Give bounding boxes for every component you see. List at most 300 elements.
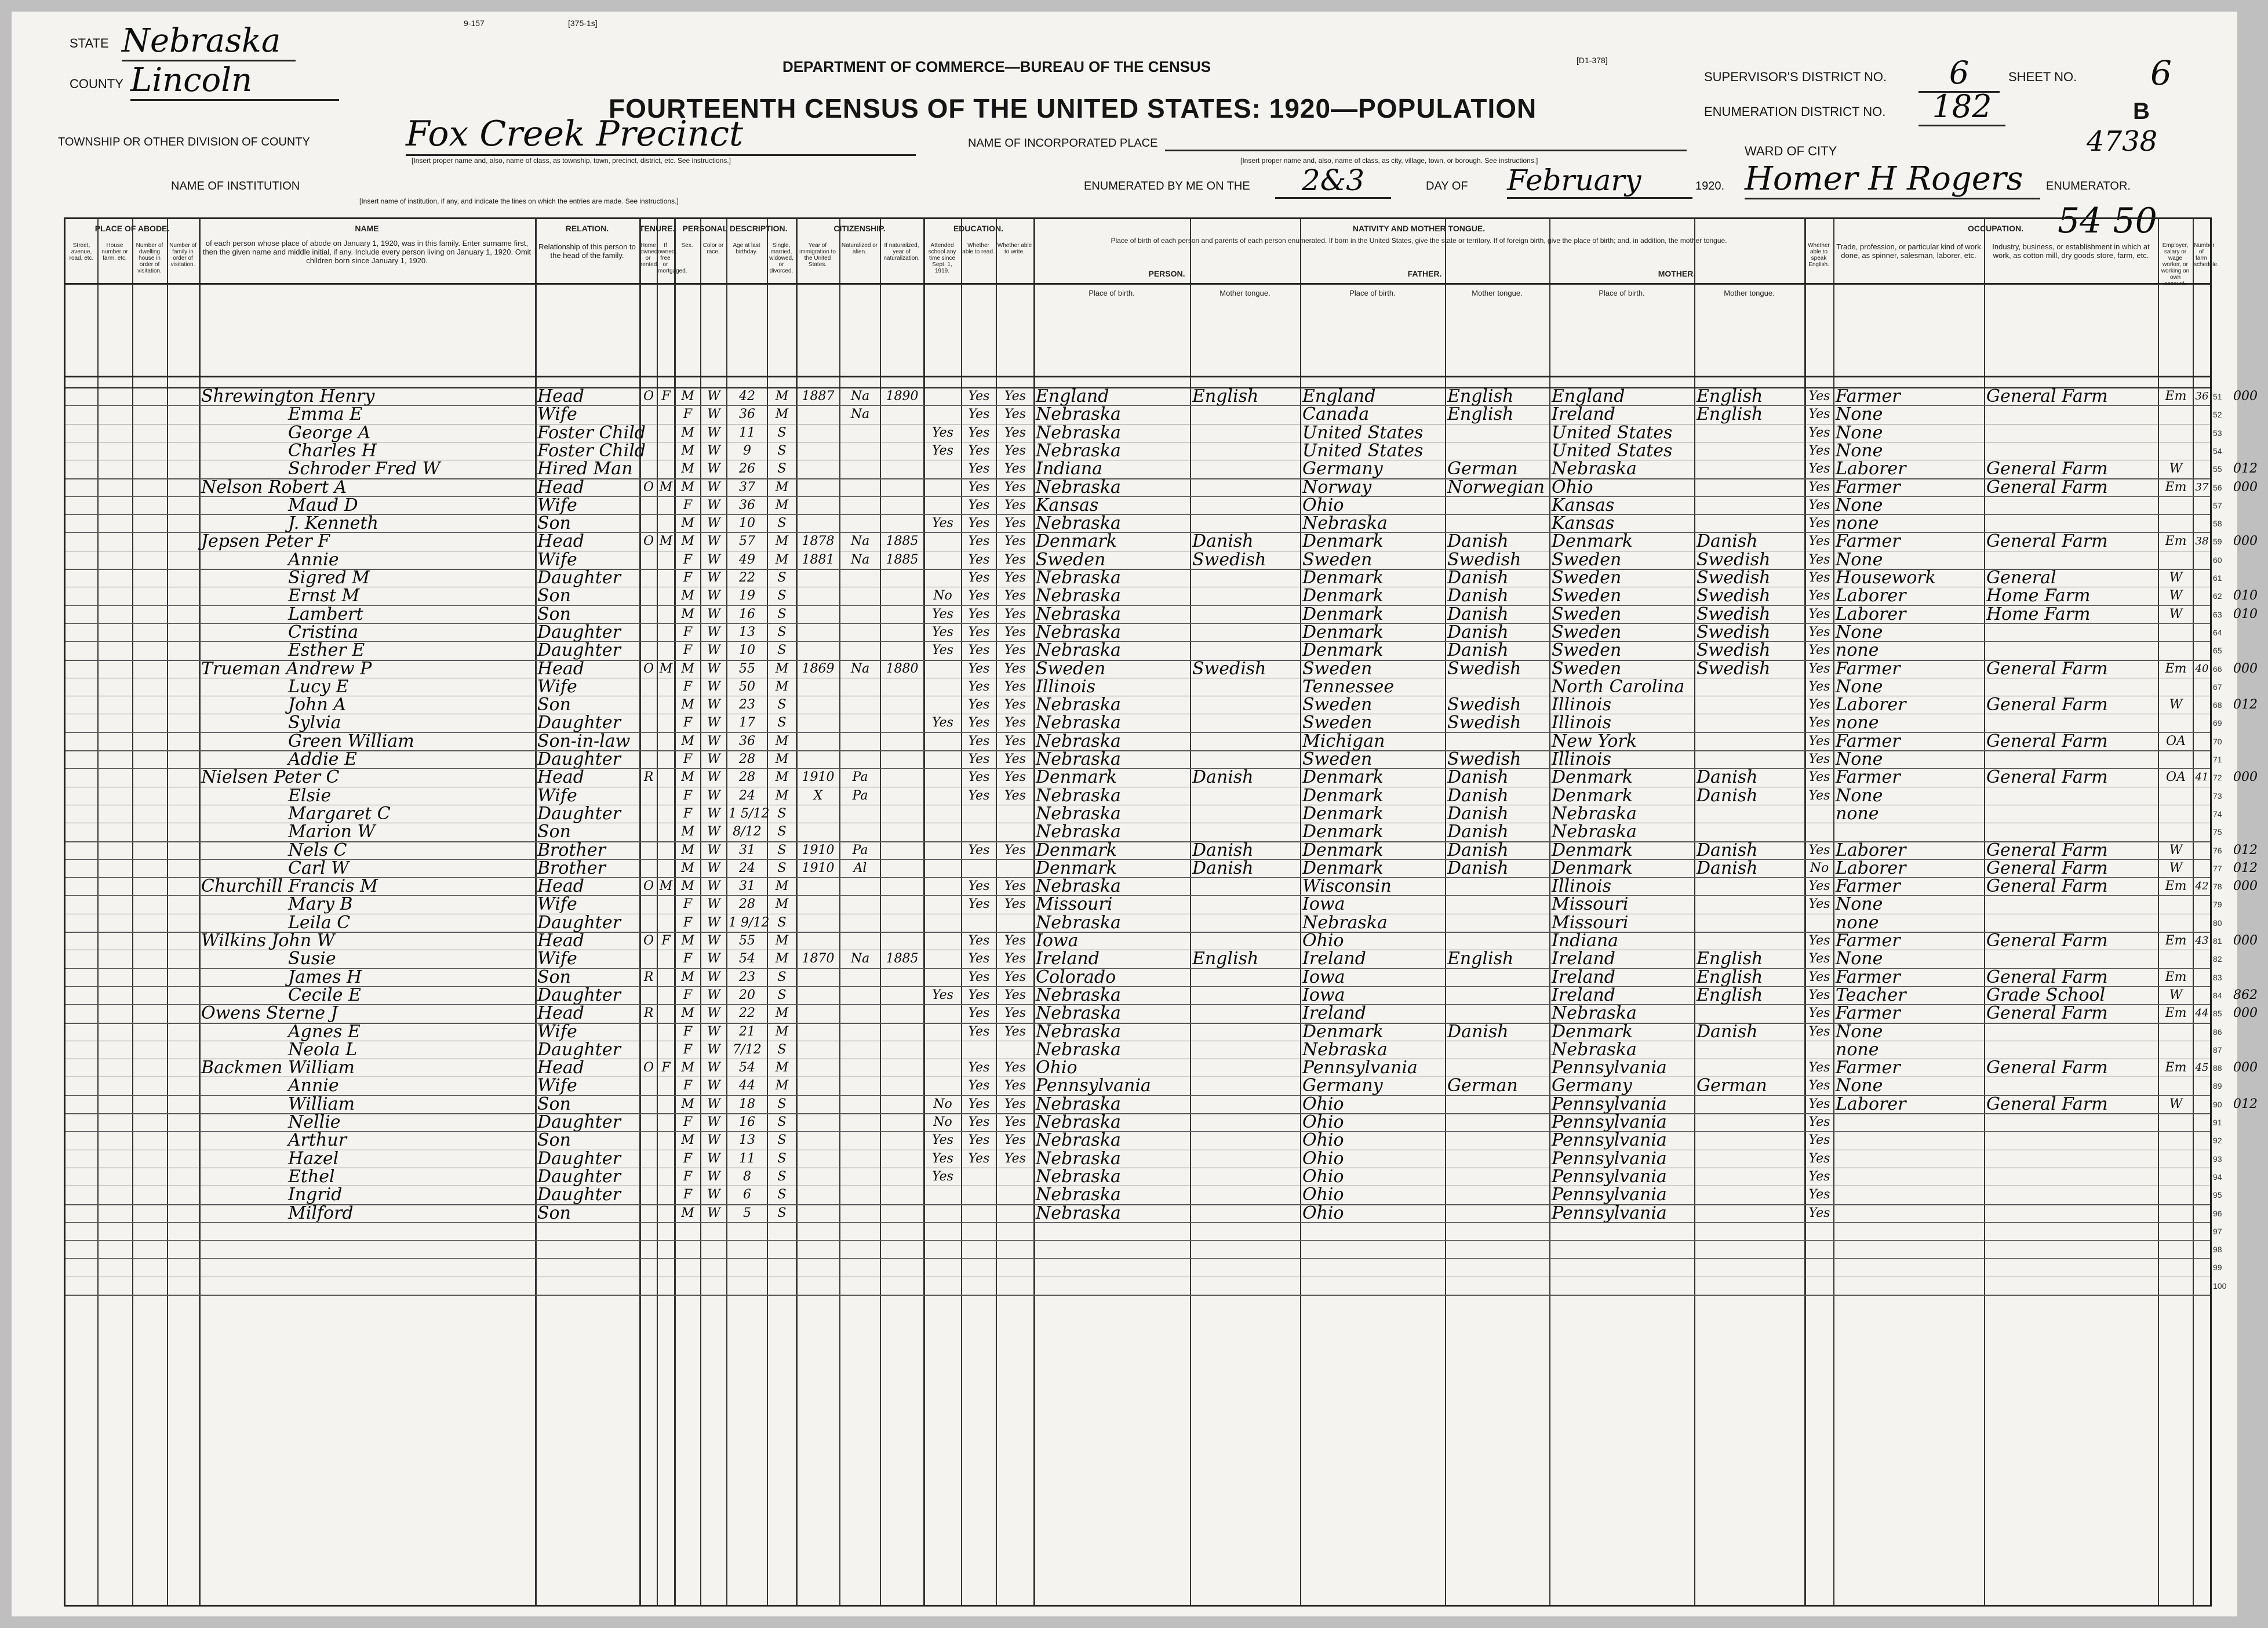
cell-own: O [643, 389, 654, 404]
township-value: Fox Creek Precinct [406, 114, 916, 156]
cell-trade: Farmer [1836, 531, 1901, 552]
cell-eng: Yes [1808, 407, 1830, 422]
column-rule-read [961, 219, 962, 1605]
cell-pob: Nebraska [1036, 1130, 1121, 1151]
cell-age: 16 [739, 1115, 755, 1129]
cell-write: Yes [1004, 1060, 1026, 1075]
cell-trade: Farmer [1836, 966, 1901, 987]
cell-pob: England [1036, 386, 1109, 406]
cell-emp: W [2169, 461, 2183, 477]
place-label: NAME OF INCORPORATED PLACE [968, 137, 1158, 150]
cell-mar: M [775, 733, 789, 748]
line-number: 59 [2213, 537, 2222, 547]
cell-sex: F [683, 1024, 693, 1039]
cell-trade: None [1836, 549, 1883, 570]
cell-read: Yes [968, 661, 990, 676]
cell-rel: Brother [537, 840, 606, 860]
cell-write: Yes [1004, 588, 1026, 604]
day-of-label: DAY OF [1426, 180, 1468, 192]
cell-trade: None [1836, 440, 1883, 461]
cell-natyr: 1880 [886, 661, 919, 676]
cell-industry: General Farm [1986, 1058, 2108, 1078]
cell-natyr: 1885 [886, 552, 919, 567]
cell-read: Yes [968, 715, 990, 731]
cell-write: Yes [1004, 752, 1026, 766]
cell-age: 26 [739, 461, 755, 477]
line-number: 54 [2213, 446, 2222, 456]
cell-mar: S [777, 643, 787, 658]
line-number: 65 [2213, 646, 2222, 656]
cell-read: Yes [968, 770, 990, 785]
cell-ftongue: German [1447, 459, 1518, 479]
line-number: 78 [2213, 882, 2222, 892]
cell-pob: Nebraska [1036, 404, 1121, 425]
cell-pob: Nebraska [1036, 695, 1121, 715]
cell-eng: Yes [1808, 516, 1830, 531]
cell-pob: Pennsylvania [1036, 1075, 1151, 1096]
cell-trade: Farmer [1836, 386, 1901, 406]
cell-own: O [643, 933, 654, 948]
cell-rel: Foster Child [537, 422, 646, 443]
column-rule-emp [2158, 219, 2159, 1605]
cell-age: 24 [739, 788, 755, 803]
line-number: 58 [2213, 519, 2222, 529]
cell-ftongue: Danish [1447, 640, 1509, 661]
cell-race: W [707, 679, 720, 694]
line-number: 84 [2213, 990, 2222, 1000]
line-number: 66 [2213, 664, 2222, 674]
cell-farm: 37 [2195, 481, 2209, 493]
cell-eng: Yes [1808, 770, 1830, 785]
cell-age: 22 [739, 1006, 755, 1021]
line-number: 53 [2213, 428, 2222, 438]
line-number: 69 [2213, 718, 2222, 728]
cell-sex: M [681, 860, 694, 875]
cell-emp: Em [2165, 1060, 2187, 1075]
line-number: 76 [2213, 845, 2222, 855]
cell-mpob: Nebraska [1552, 1003, 1637, 1024]
cell-mar: M [775, 1060, 789, 1075]
cell-tongue: Danish [1192, 531, 1254, 552]
line-number: 77 [2213, 863, 2222, 873]
cell-race: W [707, 1115, 720, 1129]
cell-name: Sylvia [288, 713, 341, 733]
cell-sex: F [683, 915, 693, 930]
cell-sex: M [681, 1205, 694, 1220]
cell-fpob: Ohio [1302, 1112, 1344, 1132]
column-header-trade: Trade, profession, or particular kind of work done, as spinner, salesman, laborer, etc. [1836, 242, 1981, 260]
cell-eng: Yes [1808, 715, 1830, 731]
cell-fpob: Iowa [1302, 966, 1345, 987]
cell-name: Hazel [288, 1148, 339, 1169]
cell-emp: Em [2165, 534, 2187, 549]
cell-trade: Farmer [1836, 477, 1901, 497]
cell-imm: 1910 [802, 860, 835, 875]
cell-nat: Na [850, 552, 870, 567]
cell-eng: Yes [1808, 897, 1830, 912]
cell-sex: F [683, 806, 693, 821]
cell-rel: Son [537, 966, 571, 987]
group-occupation: OCCUPATION. [1968, 224, 2023, 233]
cell-rel: Daughter [537, 622, 621, 642]
column-rule-ftongue [1445, 219, 1446, 1605]
cell-eng: Yes [1808, 1169, 1830, 1184]
form-code-3: [D1-378] [1577, 56, 1608, 65]
cell-code: 012 [2233, 842, 2258, 857]
cell-sex: M [681, 606, 694, 622]
cell-mar: M [775, 770, 789, 785]
cell-pob: Nebraska [1036, 731, 1121, 751]
cell-mpob: Kansas [1552, 495, 1615, 515]
cell-trade: none [1836, 640, 1879, 661]
column-header-house: House number or farm, etc. [101, 242, 128, 261]
cell-mar: S [777, 461, 787, 477]
institution-label: NAME OF INSTITUTION [171, 180, 300, 192]
cell-tongue: Danish [1192, 767, 1254, 788]
cell-mar: S [777, 806, 787, 821]
cell-trade: Farmer [1836, 1058, 1901, 1078]
cell-fpob: Norway [1302, 477, 1372, 497]
cell-mort: F [661, 389, 671, 404]
cell-race: W [707, 951, 720, 966]
cell-sex: F [683, 752, 693, 766]
cell-read: Yes [968, 1078, 990, 1093]
sheet-label: SHEET NO. [2008, 70, 2077, 84]
line-number: 51 [2213, 392, 2222, 401]
cell-mar: S [777, 516, 787, 531]
column-rule-industry [1984, 219, 1985, 1605]
row-rule [65, 1240, 2210, 1241]
enumeration-month: February [1507, 163, 1692, 199]
cell-mtongue: Danish [1697, 857, 1758, 878]
cell-race: W [707, 643, 720, 658]
cell-emp: W [2169, 860, 2183, 875]
cell-sex: M [681, 479, 694, 495]
cell-fpob: Michigan [1302, 731, 1385, 751]
column-header-eng: Whether able to speak English. [1808, 242, 1830, 268]
line-number: 94 [2213, 1172, 2222, 1182]
column-header-sex: Sex. [681, 242, 693, 249]
cell-pob: Sweden [1036, 658, 1106, 679]
cell-industry: General [1986, 568, 2056, 588]
cell-sex: M [681, 516, 694, 531]
column-header-nat: Naturalized or alien. [841, 242, 878, 255]
cell-write: Yes [1004, 461, 1026, 477]
cell-rel: Daughter [537, 1039, 621, 1060]
column-rule-age [726, 219, 727, 1605]
cell-read: Yes [968, 570, 990, 585]
cell-race: W [707, 824, 720, 840]
cell-name: William [288, 1093, 355, 1114]
cell-age: 20 [739, 987, 755, 1002]
cell-mtongue: Danish [1697, 1021, 1758, 1042]
cell-age: 11 [739, 425, 755, 440]
cell-nat: Pa [852, 842, 868, 857]
enumeration-value: 182 [1918, 88, 2005, 126]
cell-read: Yes [968, 534, 990, 549]
cell-trade: Laborer [1836, 459, 1906, 479]
cell-rel: Head [537, 767, 585, 788]
cell-mpob: Illinois [1552, 713, 1612, 733]
cell-mpob: Sweden [1552, 586, 1622, 606]
cell-emp: W [2169, 588, 2183, 604]
cell-rel: Head [537, 1058, 585, 1078]
cell-mpob: Pennsylvania [1552, 1184, 1667, 1205]
cell-age: 55 [739, 933, 755, 948]
cell-fpob: Denmark [1302, 586, 1384, 606]
cell-nat: Pa [852, 770, 868, 785]
cell-eng: Yes [1808, 1187, 1830, 1202]
cell-pob: Nebraska [1036, 477, 1121, 497]
cell-trade: Laborer [1836, 695, 1906, 715]
cell-mpob: Nebraska [1552, 1039, 1637, 1060]
cell-write: Yes [1004, 534, 1026, 549]
cell-mort: M [659, 661, 673, 676]
cell-write: Yes [1004, 606, 1026, 622]
cell-pob: Ohio [1036, 1058, 1077, 1078]
cell-mar: S [777, 425, 787, 440]
line-number: 89 [2213, 1081, 2222, 1091]
cell-mpob: Sweden [1552, 658, 1622, 679]
cell-race: W [707, 697, 720, 713]
cell-trade: none [1836, 803, 1879, 824]
cell-ftongue: English [1447, 949, 1514, 969]
column-rule-name [199, 219, 201, 1605]
cell-sex: F [683, 1078, 693, 1093]
cell-own: R [643, 969, 654, 984]
cell-mar: S [777, 1169, 787, 1184]
county-label: COUNTY [70, 77, 123, 91]
cell-mar: M [775, 933, 789, 948]
enumerated-label: ENUMERATED BY ME ON THE [1084, 180, 1250, 192]
cell-write: Yes [1004, 661, 1026, 676]
line-number: 97 [2213, 1226, 2222, 1236]
cell-trade: Farmer [1836, 731, 1901, 751]
cell-emp: W [2169, 987, 2183, 1002]
cell-race: W [707, 534, 720, 549]
cell-sex: M [681, 824, 694, 840]
cell-race: W [707, 1078, 720, 1093]
cell-age: 5 [743, 1205, 751, 1220]
cell-name: Elsie [288, 785, 332, 806]
column-rule-imm [796, 219, 798, 1605]
cell-write: Yes [1004, 715, 1026, 731]
cell-mar: M [775, 788, 789, 803]
cell-age: 9 [743, 443, 751, 458]
cell-write: Yes [1004, 697, 1026, 713]
column-header-ftongue: Mother tongue. [1472, 289, 1523, 297]
cell-name: George A [288, 422, 371, 443]
cell-age: 36 [739, 733, 755, 748]
cell-race: W [707, 715, 720, 731]
column-header-fpob: Place of birth. [1349, 289, 1396, 297]
column-header-mpob: Place of birth. [1599, 289, 1645, 297]
column-rule-mort [657, 219, 658, 1605]
cell-trade: Farmer [1836, 931, 1901, 951]
cell-race: W [707, 552, 720, 567]
cell-race: W [707, 1187, 720, 1202]
cell-rel: Son [537, 1093, 571, 1114]
cell-trade: Farmer [1836, 658, 1901, 679]
cell-eng: Yes [1808, 842, 1830, 857]
cell-trade: Laborer [1836, 604, 1906, 624]
cell-industry: General Farm [1986, 840, 2108, 860]
ward-label: WARD OF CITY [1745, 144, 1837, 158]
column-rule-mtongue [1694, 219, 1695, 1605]
cell-mtongue: Danish [1697, 767, 1758, 788]
cell-read: Yes [968, 552, 990, 567]
cell-fpob: Denmark [1302, 840, 1384, 860]
cell-code: 000 [2233, 534, 2258, 549]
cell-read: Yes [968, 516, 990, 531]
cell-sex: F [683, 788, 693, 803]
cell-rel: Daughter [537, 912, 621, 933]
cell-code: 000 [2233, 933, 2258, 948]
cell-read: Yes [968, 1060, 990, 1075]
cell-sex: M [681, 425, 694, 440]
cell-read: Yes [968, 879, 990, 894]
cell-name: Arthur [288, 1130, 347, 1151]
line-number: 81 [2213, 936, 2222, 946]
cell-mpob: Pennsylvania [1552, 1093, 1667, 1114]
cell-mar: M [775, 897, 789, 912]
cell-name: Agnes E [288, 1021, 361, 1042]
cell-name: Sigred M [288, 568, 370, 588]
cell-own: O [643, 1060, 654, 1075]
cell-mpob: Pennsylvania [1552, 1058, 1667, 1078]
cell-name: Shrewington Henry [201, 386, 375, 406]
cell-name: Carl W [288, 857, 350, 878]
cell-ftongue: Swedish [1447, 549, 1521, 570]
cell-name: Milford [288, 1202, 354, 1223]
cell-read: Yes [968, 1151, 990, 1166]
cell-mtongue: Swedish [1697, 549, 1771, 570]
line-number: 55 [2213, 464, 2222, 474]
cell-eng: Yes [1808, 879, 1830, 894]
cell-code: 862 [2233, 987, 2258, 1002]
cell-mpob: Denmark [1552, 840, 1633, 860]
cell-write: Yes [1004, 679, 1026, 694]
cell-read: Yes [968, 733, 990, 748]
cell-emp: Em [2165, 661, 2187, 676]
cell-trade: None [1836, 894, 1883, 915]
cell-pob: Nebraska [1036, 1148, 1121, 1169]
cell-trade: Farmer [1836, 876, 1901, 897]
cell-rel: Head [537, 876, 585, 897]
cell-mpob: Denmark [1552, 785, 1633, 806]
cell-race: W [707, 425, 720, 440]
cell-name: Cristina [288, 622, 359, 642]
cell-mar: S [777, 824, 787, 840]
column-header-mtongue: Mother tongue. [1724, 289, 1775, 297]
line-number: 80 [2213, 918, 2222, 928]
cell-trade: Teacher [1836, 984, 1906, 1005]
cell-rel: Daughter [537, 640, 621, 661]
cell-read: Yes [968, 407, 990, 422]
cell-sch: Yes [932, 624, 953, 639]
cell-fpob: Pennsylvania [1302, 1058, 1418, 1078]
column-rule-dwell [132, 219, 133, 1605]
cell-mar: S [777, 443, 787, 458]
cell-ftongue: Danish [1447, 857, 1509, 878]
cell-write: Yes [1004, 770, 1026, 785]
cell-race: W [707, 624, 720, 639]
enumeration-label: ENUMERATION DISTRICT NO. [1704, 104, 1886, 119]
cell-race: W [707, 461, 720, 477]
cell-mar: S [777, 860, 787, 875]
cell-age: 54 [739, 1060, 755, 1075]
cell-race: W [707, 606, 720, 622]
cell-code: 000 [2233, 770, 2258, 785]
cell-sch: Yes [932, 516, 953, 531]
cell-fpob: Sweden [1302, 658, 1373, 679]
cell-pob: Nebraska [1036, 622, 1121, 642]
cell-tongue: Danish [1192, 840, 1254, 860]
cell-ftongue: Danish [1447, 822, 1509, 842]
column-rule-eng [1804, 219, 1806, 1605]
cell-imm: 1910 [802, 770, 835, 785]
cell-pob: Nebraska [1036, 422, 1121, 443]
cell-nat: Pa [852, 788, 868, 803]
cell-age: 17 [739, 715, 755, 731]
cell-mpob: Ireland [1552, 949, 1615, 969]
cell-pob: Illinois [1036, 676, 1096, 697]
cell-race: W [707, 933, 720, 948]
cell-sex: F [683, 679, 693, 694]
cell-mpob: Nebraska [1552, 803, 1637, 824]
cell-race: W [707, 879, 720, 894]
cell-pob: Denmark [1036, 840, 1117, 860]
column-rule-sch [923, 219, 925, 1605]
cell-fpob: Denmark [1302, 822, 1384, 842]
cell-eng: Yes [1808, 1151, 1830, 1166]
cell-emp: W [2169, 570, 2183, 585]
cell-industry: General Farm [1986, 857, 2108, 878]
cell-fpob: United States [1302, 440, 1424, 461]
cell-age: 7/12 [733, 1042, 762, 1057]
cell-race: W [707, 770, 720, 785]
cell-pob: Ireland [1036, 949, 1100, 969]
cell-write: Yes [1004, 951, 1026, 966]
cell-mar: M [775, 879, 789, 894]
cell-name: James H [288, 966, 362, 987]
cell-mort: M [659, 879, 673, 894]
cell-age: 44 [739, 1078, 755, 1093]
cell-code: 000 [2233, 1006, 2258, 1021]
column-header-mar: Single, married, widowed, or divorced. [769, 242, 793, 274]
cell-name: Ethel [288, 1166, 335, 1187]
cell-mar: S [777, 1133, 787, 1148]
cell-trade: none [1836, 713, 1879, 733]
cell-farm: 40 [2195, 662, 2209, 675]
cell-ftongue: Danish [1447, 803, 1509, 824]
cell-pob: Denmark [1036, 767, 1117, 788]
cell-age: 28 [739, 897, 755, 912]
cell-mort: F [661, 933, 671, 948]
cell-age: 21 [739, 1024, 755, 1039]
group-nativity: NATIVITY AND MOTHER TONGUE. [1352, 224, 1486, 233]
cell-fpob: Tennessee [1302, 676, 1395, 697]
cell-natyr: 1890 [886, 389, 919, 404]
cell-rel: Hired Man [537, 459, 633, 479]
cell-fpob: Ohio [1302, 1130, 1344, 1151]
cell-name: Emma E [288, 404, 363, 425]
cell-race: W [707, 479, 720, 495]
cell-sex: F [683, 1169, 693, 1184]
cell-ftongue: English [1447, 386, 1514, 406]
group-tenure: TENURE. [639, 224, 675, 233]
cell-eng: Yes [1808, 733, 1830, 748]
